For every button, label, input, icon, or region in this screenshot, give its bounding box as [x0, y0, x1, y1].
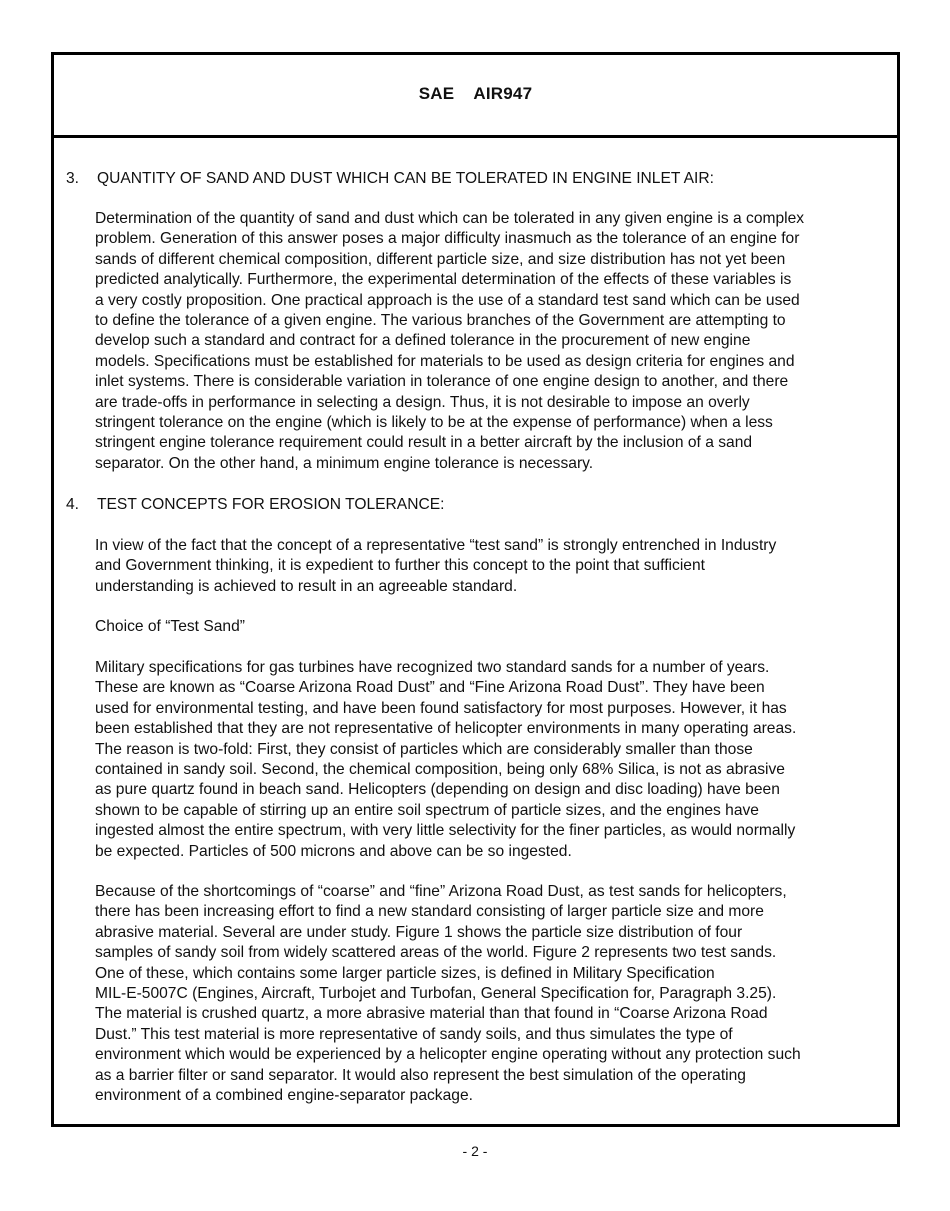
text-line: samples of sandy soil from widely scattered areas of the world. Figure 2 represents two test sands. — [95, 944, 777, 962]
page-number: - 2 - — [462, 1143, 488, 1159]
document-header — [54, 55, 897, 138]
text-line: environment of a combined engine-separator package. — [95, 1087, 473, 1105]
text-line: separator. On the other hand, a minimum engine tolerance is necessary. — [95, 454, 594, 472]
text-line: The reason is two-fold: First, they consist of particles which are considerably smaller than those — [95, 740, 753, 758]
text-line: stringent tolerance on the engine (which is likely to be at the expense of performance) when a less — [95, 414, 773, 432]
section-4-paragraph-1 — [95, 658, 885, 862]
text-line: be expected. Particles of 500 microns and above can be so ingested. — [95, 842, 572, 860]
text-line: predicted analytically. Furthermore, the experimental determination of the effects of these variables is — [95, 271, 792, 289]
section-4-intro — [95, 536, 885, 597]
text-line: models. Specifications must be established for materials to be used as design criteria for engines and — [95, 352, 795, 370]
text-line: These are known as “Coarse Arizona Road Dust” and “Fine Arizona Road Dust”. They have been — [95, 679, 765, 697]
text-line: In view of the fact that the concept of a representative “test sand” is strongly entrenched in Industry — [95, 537, 777, 554]
text-line: a very costly proposition. One practical approach is the use of a standard test sand which can be used — [95, 291, 800, 309]
text-line: as pure quartz found in beach sand. Helicopters (depending on design and disc loading) have been — [95, 781, 780, 799]
text-line: Dust.” This test material is more representative of sandy soils, and thus simulates the type of — [95, 1025, 733, 1043]
test-sand-subheading — [95, 617, 885, 637]
text-line: Because of the shortcomings of “coarse” and “fine” Arizona Road Dust, as test sands for helicopters, — [95, 883, 787, 900]
text-line: sands of different chemical composition, different particle size, and size distribution has not yet been — [95, 250, 786, 268]
section-3-paragraph — [95, 209, 885, 474]
text-line: environment which would be experienced by a helicopter engine operating without any protection such — [95, 1046, 801, 1064]
text-line: and Government thinking, it is expedient to further this concept to the point that sufficient — [95, 557, 705, 575]
text-line: are trade-offs in performance in selecting a design. Thus, it is not desirable to impose an overly — [95, 393, 750, 411]
section-4-paragraph-2 — [95, 882, 885, 1106]
text-line: MIL-E-5007C (Engines, Aircraft, Turbojet and Turbofan, General Specification for, Paragraph 3.25). — [95, 985, 777, 1003]
subheading-text: Choice of “Test Sand” — [95, 618, 245, 635]
document-body — [54, 138, 897, 1124]
text-line: understanding is achieved to result in an agreeable standard. — [95, 577, 518, 595]
text-line: abrasive material. Several are under study. Figure 1 shows the particle size distribution of four — [95, 923, 743, 941]
section-3-number: 3. — [66, 170, 80, 187]
text-line: inlet systems. There is considerable variation in tolerance of one engine design to another, and there — [95, 373, 789, 391]
section-3-title: QUANTITY OF SAND AND DUST WHICH CAN BE TOLERATED IN ENGINE INLET AIR: — [97, 170, 714, 187]
text-line: Determination of the quantity of sand and dust which can be tolerated in any given engine is a complex — [95, 210, 805, 227]
text-line: as a barrier filter or sand separator. It would also represent the best simulation of the operating — [95, 1066, 746, 1084]
section-4-title: TEST CONCEPTS FOR EROSION TOLERANCE: — [97, 496, 445, 513]
text-line: shown to be capable of stirring up an entire soil spectrum of particle sizes, and the engines have — [95, 801, 759, 819]
text-line: been established that they are not representative of helicopter environments in many operating areas. — [95, 720, 797, 738]
text-line: The material is crushed quartz, a more abrasive material than that found in “Coarse Arizona Road — [95, 1005, 768, 1023]
text-line: contained in sandy soil. Second, the chemical composition, being only 68% Silica, is not as abrasive — [95, 761, 785, 779]
text-line: used for environmental testing, and have been found satisfactory for most purposes. However, it has — [95, 699, 787, 717]
document-frame — [51, 52, 900, 1127]
text-line: there has been increasing effort to find a new standard consisting of larger particle size and more — [95, 903, 764, 921]
text-line: develop such a standard and contract for a defined tolerance in the procurement of new engine — [95, 332, 751, 350]
text-line: stringent engine tolerance requirement could result in a better aircraft by the inclusion of a sand — [95, 434, 753, 452]
section-4-number: 4. — [66, 496, 80, 513]
text-line: ingested almost the entire spectrum, with very little selectivity for the finer particles, as would normally — [95, 822, 796, 840]
text-line: Military specifications for gas turbines have recognized two standard sands for a number of years. — [95, 659, 770, 676]
text-line: to define the tolerance of a given engine. The various branches of the Government are attempting to — [95, 312, 786, 330]
text-line: One of these, which contains some larger particle sizes, is defined in Military Specification — [95, 964, 715, 982]
document-title: SAE AIR947 — [418, 84, 533, 103]
text-line: problem. Generation of this answer poses a major difficulty inasmuch as the tolerance of an engine for — [95, 230, 800, 248]
